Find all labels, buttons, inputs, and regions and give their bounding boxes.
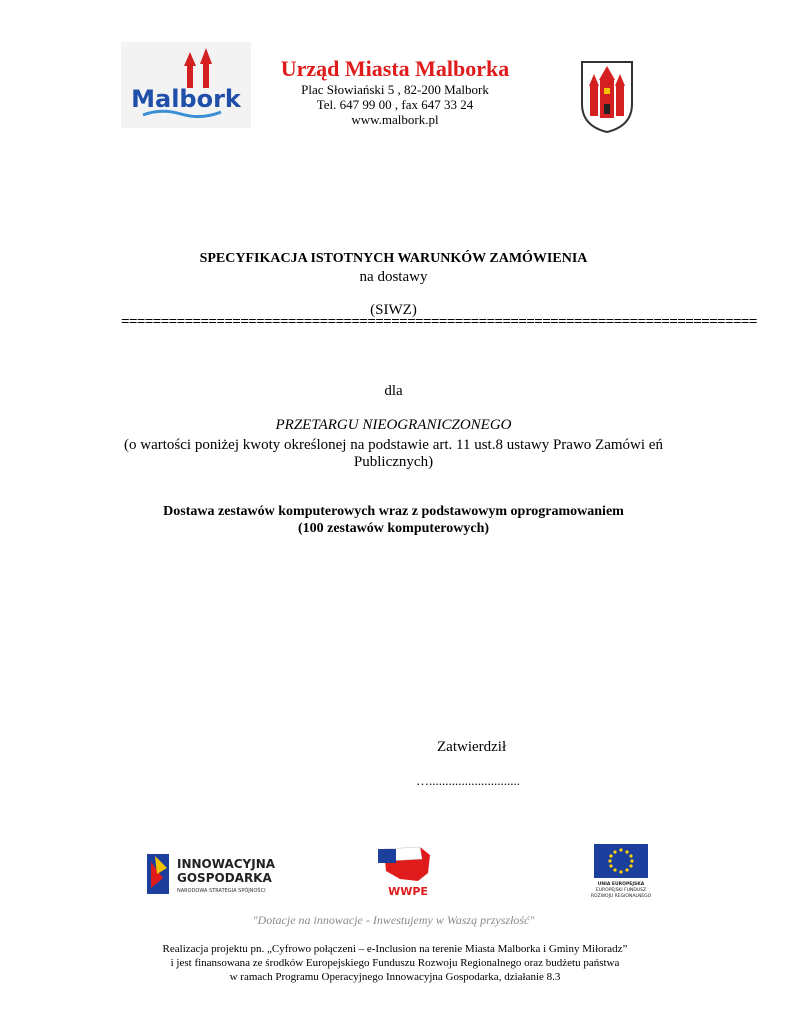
svg-text:INNOWACYJNA: INNOWACYJNA	[177, 857, 276, 871]
document-abbrev: (SIWZ)	[370, 302, 417, 318]
svg-text:UNIA EUROPEJSKA: UNIA EUROPEJSKA	[597, 882, 645, 887]
footer-quote: "Dotacje na innowacje - Inwestujemy w Waszą przyszłość"	[252, 913, 535, 927]
document-title: SPECYFIKACJA ISTOTNYCH WARUNKÓW ZAMÓWIENIA	[199, 251, 588, 266]
svg-text:GOSPODARKA: GOSPODARKA	[177, 871, 272, 885]
svg-text:Malbork: Malbork	[131, 85, 241, 113]
svg-text:EUROPEJSKI FUNDUSZ: EUROPEJSKI FUNDUSZ	[595, 888, 647, 893]
coat-of-arms	[580, 60, 634, 134]
approved-label: Zatwierdził	[437, 739, 507, 755]
footer-line3: w ramach Programu Operacyjnego Innowacyjna Gospodarka, działanie 8.3	[229, 971, 561, 983]
office-title: Urząd Miasta Malborka	[280, 56, 510, 81]
subject-line1: Dostawa zestawów komputerowych wraz z podstawowym oprogramowaniem	[163, 504, 624, 519]
signature-line: …............................	[416, 773, 520, 788]
header-block	[260, 56, 530, 127]
footer-line2: i jest finansowana ze środków Europejskiego Funduszu Rozwoju Regionalnego oraz budżetu państwa	[170, 957, 620, 969]
svg-text:WWPE: WWPE	[388, 885, 428, 898]
document-subtitle: na dostawy	[359, 269, 428, 285]
office-address: Plac Słowiański 5 , 82-200 Malbork	[301, 82, 489, 97]
eu-logo	[588, 842, 654, 900]
value-note-line2: Publicznych)	[353, 454, 434, 470]
wwpe-logo	[378, 843, 438, 899]
footer-line1: Realizacja projektu pn. „Cyfrowo połączeni – e-Inclusion na terenie Miasta Malborka i Gminy Miłoradz”	[162, 943, 628, 955]
for-label: dla	[384, 383, 403, 399]
innowacyjna-gospodarka-logo	[143, 848, 283, 898]
tender-type: PRZETARGU NIEOGRANICZONEGO	[275, 417, 512, 433]
subject-line2: (100 zestawów komputerowych)	[297, 521, 490, 536]
separator-line: ================================================================================	[121, 314, 757, 330]
svg-text:NARODOWA STRATEGIA SPÓJNOŚCI: NARODOWA STRATEGIA SPÓJNOŚCI	[177, 888, 266, 894]
malbork-logo	[121, 42, 251, 128]
office-website: www.malbork.pl	[351, 112, 439, 127]
office-phone: Tel. 647 99 00 , fax 647 33 24	[316, 97, 474, 112]
value-note-line1: (o wartości poniżej kwoty określonej na podstawie art. 11 ust.8 ustawy Prawo Zamówi eń	[124, 437, 663, 453]
svg-text:ROZWOJU REGIONALNEGO: ROZWOJU REGIONALNEGO	[590, 894, 652, 899]
